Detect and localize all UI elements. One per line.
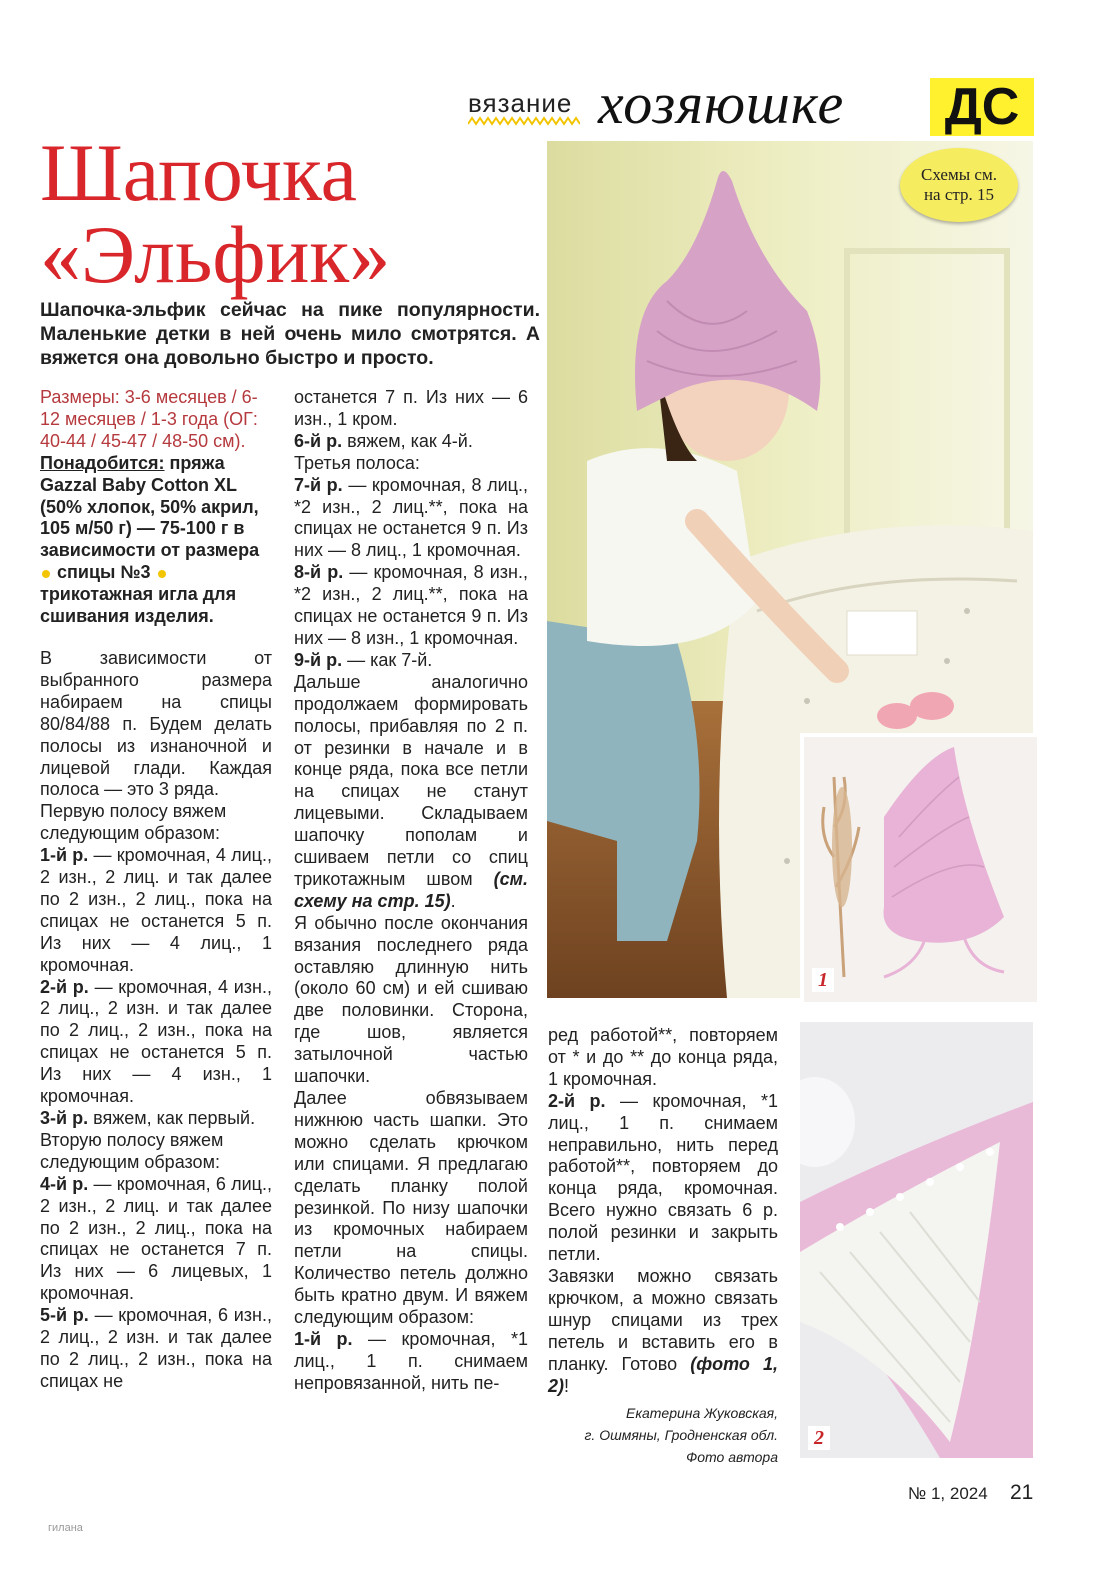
row-text: — кромочная, 8 лиц., *2 изн., 2 лиц.**, пока на спицах не останется 9 п. Из них — 8 лиц., 1 кромочная. [294,474,528,561]
row-text: — кромочная, 4 изн., 2 лиц., 2 изн. и так далее по 2 лиц., 2 изн., пока на спицах не останется 5 п. Из них — 4 изн., 1 кромочная. [40,976,272,1107]
materials-needle: трикотажная игла для сшивания изделия. [40,584,237,627]
row-text: — кромочная, *1 лиц., 1 п. снимаем непровязанной, нить пе- [294,1328,528,1393]
paragraph: Я обычно после окончания вязания последнего ряда оставляю длинную нить (около 60 см) и ей сшиваю две половинки. Сторона, где шов, является затылочной частью шапочки. [294,912,528,1087]
row-text: — кромочная, 6 изн., 2 лиц., 2 изн. и так далее по 2 лиц., 2 изн., пока на спицах не [40,1305,272,1391]
paragraph: Первую полосу вяжем следующим образом: [40,801,227,844]
exclamation: ! [564,1375,570,1396]
photo-pink-and-white-hats [800,1022,1033,1458]
paragraph: Дальше аналогично продолжаем формировать полосы, прибавляя по 2 п. от резинки в начале и в конце ряда, пока все петли на спицах не станут лицевыми. Складываем шапочку пополам и сшиваем петли со спиц трикотажным швом [294,671,528,889]
paragraph: Третья полоса: [294,452,420,473]
bullet-icon [42,570,50,578]
row-label: 9-й р. [294,649,343,670]
materials-needles: спицы №3 [57,562,151,583]
zigzag-decoration [468,116,580,126]
text-column-1 [40,387,272,1393]
magazine-logo [930,78,1034,136]
row-label: 5-й р. [40,1305,89,1326]
paragraph: Далее обвязываем нижнюю часть шапки. Это можно сделать крючком или спицами. Я предлагаю сделать планку полой резинкой. По низу шапочки из кромочных набираем петли на спицы. Количество петель должно быть кратно двум. И вяжем следующим образом: [294,1088,528,1328]
text-column-3 [548,1025,778,1397]
photo-1-hat-flat [800,733,1037,1002]
photo-reference: (фото 1, 2) [548,1353,778,1396]
text-column-2: останется 7 п. Из них — 6 изн., 1 кром. 6-й р. вяжем, как 4-й. Третья полоса: 7-й р. — кромочная, 8 лиц., *2 изн., 2 лиц.**, пока на спицах не останется 9 п. Из них — 8 лиц., 1 кромочная. 8-й р. — кромочная, 8 изн., *2 изн., 2 лиц.**, пока на спицах не останется 9 п. Из них — 8 изн., 1 кромочная. 9-й р. — как 7-й. Дальше аналогично продолжаем формировать полосы, прибавляя по 2 п. от резинки в начале и в конце ряда, пока все петли на спицах не станут лицевыми. Складываем шапочку пополам и сшиваем петли со спиц трикотажным швом (см. схему на стр. 15). Я обычно после окончания вязания последнего ряда оставляю длинную нить (около 60 см) и ей сшиваю две половинки. Сторона, где шов, является затылочной частью шапочки. Далее обвязываем нижнюю часть шапки. Это можно сделать крючком или спицами. Я предлагаю сделать планку полой резинкой. По низу шапочки из кромочных набираем петли на спицы. Количество петель должно быть кратно двум. И вяжем следующим образом: 1-й р. — кромочная, *1 лиц., 1 п. снимаем непровязанной, нить пе- [294,387,528,1393]
article-lead: Шапочка-эльфик сейчас на пике популярности. Маленькие детки в ней очень мило смотрятся. А вяжется она довольно быстро и просто. [40,299,540,369]
row-label: 2-й р. [548,1090,606,1111]
photo-2-hats-closeup [800,1022,1033,1458]
section-label: вязание [468,88,573,118]
scheme-note-line-1: Схемы см. [921,165,997,184]
photo-credit: Фото автора [686,1449,778,1465]
row-text: — кромочная, 8 изн., *2 изн., 2 лиц.**, пока на спицах не останется 9 п. Из них — 8 изн., 1 кромочная. [294,562,528,648]
photo-1-number: 1 [812,968,834,992]
photo-hat-with-dried-grass [804,737,1037,1002]
page-number: 21 [1010,1481,1034,1504]
row-label: 6-й р. [294,430,343,451]
issue-number: № 1, 2024 [908,1484,988,1503]
paragraph: Завязки можно связать крючком, а можно связать шнур спицами из трех петель и вставить его в планку. Готово [548,1265,778,1374]
bullet-icon [158,570,166,578]
photo-2-number: 2 [808,1426,830,1450]
logo-text: ДС [944,78,1020,136]
row-label: 1-й р. [40,845,89,866]
scheme-reference: (см. схему на стр. 15) [294,868,528,911]
author-credits [548,1402,778,1468]
title-line-2: «Эльфик» [40,209,391,300]
row-label: 2-й р. [40,976,89,997]
magazine-name: хозяюшке [598,71,845,136]
watermark: гилана [48,1522,83,1534]
paragraph: Вторую полосу вяжем следующим образом: [40,1129,224,1172]
author-city: г. Ошмяны, Гродненская обл. [584,1427,778,1443]
author-name: Екатерина Жуковская, [626,1405,778,1421]
row-label: 1-й р. [294,1328,353,1349]
title-line-1: Шапочка [40,127,358,218]
row-label: 7-й р. [294,474,343,495]
row-label: 3-й р. [40,1108,89,1128]
article-title [40,127,540,300]
paragraph: ред работой**, повторяем от * и до ** до конца ряда, 1 кромочная. [548,1025,778,1089]
sizes-text: Размеры: 3-6 месяцев / 6-12 месяцев / 1-3 года (ОГ: 40-44 / 45-47 / 48-50 см). [40,387,258,451]
row-text: — кромочная, 6 лиц., 2 изн., 2 лиц. и так далее по 2 изн., 2 лиц., пока на спицах не останется 7 п. Из них — 6 лицевых, 1 кромочная. [40,1173,272,1304]
paragraph: В зависимости от выбранного размера набираем на спицы 80/84/88 п. Будем делать полосы из изнаночной и лицевой глади. Каждая полоса — это 3 ряда. [40,647,272,800]
materials-yarn: пряжа Gazzal Baby Cotton XL (50% хлопок, 50% акрил, 105 м/50 г) — 75-100 г в зависимости от размера [40,452,260,561]
scheme-note-badge [900,148,1018,222]
row-text: — кромочная, *1 лиц., 1 п. снимаем неправильно, нить перед работой**, повторяем до конца ряда, кромочная. Всего нужно связать 6 р. полой резинки и закрыть петли. [548,1090,778,1265]
paragraph: останется 7 п. Из них — 6 изн., 1 кром. [294,387,528,429]
row-label: 8-й р. [294,562,344,583]
materials-label: Понадобится: [40,452,165,473]
row-text: — кромочная, 4 лиц., 2 изн., 2 лиц. и так далее по 2 изн., 2 лиц., пока на спицах не останется 5 п. Из них — 4 лиц., 1 кромочная. [40,845,272,975]
row-text: — как 7-й. [347,649,433,670]
row-text: вяжем, как первый. [93,1108,256,1128]
row-label: 4-й р. [40,1173,89,1194]
scheme-note-line-2: на стр. 15 [923,185,995,204]
row-text: вяжем, как 4-й. [347,430,473,451]
